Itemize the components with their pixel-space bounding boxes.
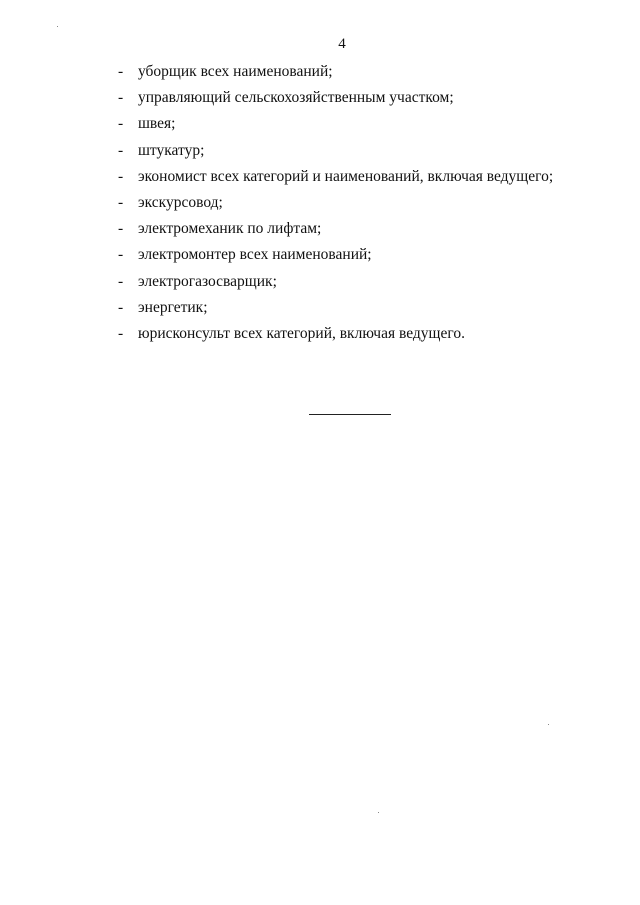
scan-speck [57, 26, 58, 27]
list-bullet: - [118, 141, 124, 159]
list-item [118, 190, 553, 216]
list-item [118, 269, 553, 295]
list-item-text: штукатур; [138, 141, 205, 159]
list-item [118, 164, 553, 190]
list-item-text: экономист всех категорий и наименований, включая ведущего; [138, 167, 554, 185]
list-item-text: экскурсовод; [138, 193, 223, 211]
end-separator-line [309, 414, 391, 415]
list-item-text: уборщик всех наименований; [138, 63, 333, 80]
page-number: 4 [338, 36, 346, 52]
list-item-text: энергетик; [138, 298, 208, 316]
list-item-text: швея; [138, 115, 176, 133]
occupation-list [118, 59, 553, 347]
list-bullet: - [118, 193, 124, 211]
list-bullet: - [118, 272, 124, 290]
list-bullet: - [118, 89, 124, 107]
list-item [118, 321, 553, 347]
list-bullet: - [118, 167, 124, 185]
list-bullet: - [118, 298, 124, 316]
list-item-text: электромеханик по лифтам; [138, 220, 322, 238]
list-item [118, 138, 553, 164]
list-bullet: - [118, 220, 124, 238]
list-item [118, 216, 553, 242]
list-item [118, 59, 553, 85]
list-item-text: электромонтер всех наименований; [138, 246, 372, 264]
list-bullet: - [118, 63, 124, 80]
scan-speck [548, 724, 549, 725]
list-item [118, 295, 553, 321]
list-bullet: - [118, 324, 124, 342]
list-item [118, 242, 553, 268]
list-bullet: - [118, 115, 124, 133]
list-item [118, 85, 553, 111]
list-item [118, 111, 553, 137]
scan-speck [378, 812, 379, 813]
list-item-text: управляющий сельскохозяйственным участком; [138, 89, 454, 107]
list-bullet: - [118, 246, 124, 264]
list-item-text: электрогазосварщик; [138, 272, 277, 290]
list-item-text: юрисконсульт всех категорий, включая ведущего. [138, 324, 465, 342]
